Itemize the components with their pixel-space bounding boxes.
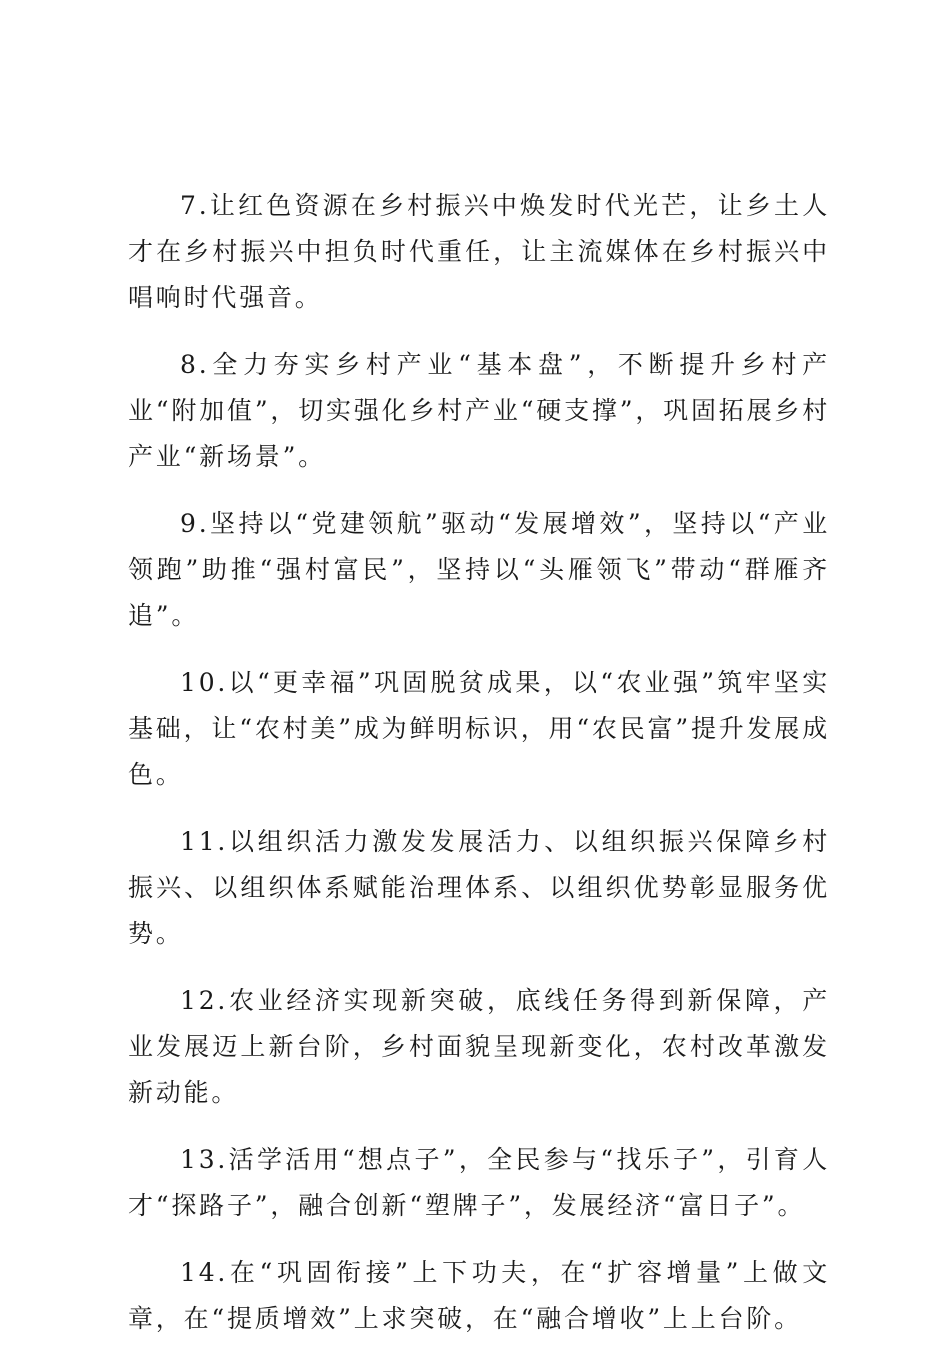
- document-body: [128, 183, 830, 1363]
- paragraph-10: 10.以“更幸福”巩固脱贫成果，以“农业强”筑牢坚实基础，让“农村美”成为鲜明标识，用“农民富”提升发展成色。: [128, 668, 830, 789]
- paragraph-7: 7.让红色资源在乡村振兴中焕发时代光芒，让乡土人才在乡村振兴中担负时代重任，让主流媒体在乡村振兴中唱响时代强音。: [128, 191, 830, 312]
- paragraph-8: 8.全力夯实乡村产业“基本盘”，不断提升乡村产业“附加值”，切实强化乡村产业“硬支撑”，巩固拓展乡村产业“新场景”。: [128, 350, 830, 471]
- paragraph-14: 14.在“巩固衔接”上下功夫，在“扩容增量”上做文章，在“提质增效”上求突破，在“融合增收”上上台阶。: [128, 1258, 830, 1333]
- paragraph-12: 12.农业经济实现新突破，底线任务得到新保障，产业发展迈上新台阶，乡村面貌呈现新变化，农村改革激发新动能。: [128, 986, 830, 1107]
- paragraph-9: 9.坚持以“党建领航”驱动“发展增效”，坚持以“产业领跑”助推“强村富民”，坚持以“头雁领飞”带动“群雁齐追”。: [128, 509, 830, 630]
- paragraph-11: 11.以组织活力激发发展活力、以组织振兴保障乡村振兴、以组织体系赋能治理体系、以组织优势彰显服务优势。: [128, 827, 830, 948]
- paragraph-13: 13.活学活用“想点子”，全民参与“找乐子”，引育人才“探路子”，融合创新“塑牌子”，发展经济“富日子”。: [128, 1145, 830, 1220]
